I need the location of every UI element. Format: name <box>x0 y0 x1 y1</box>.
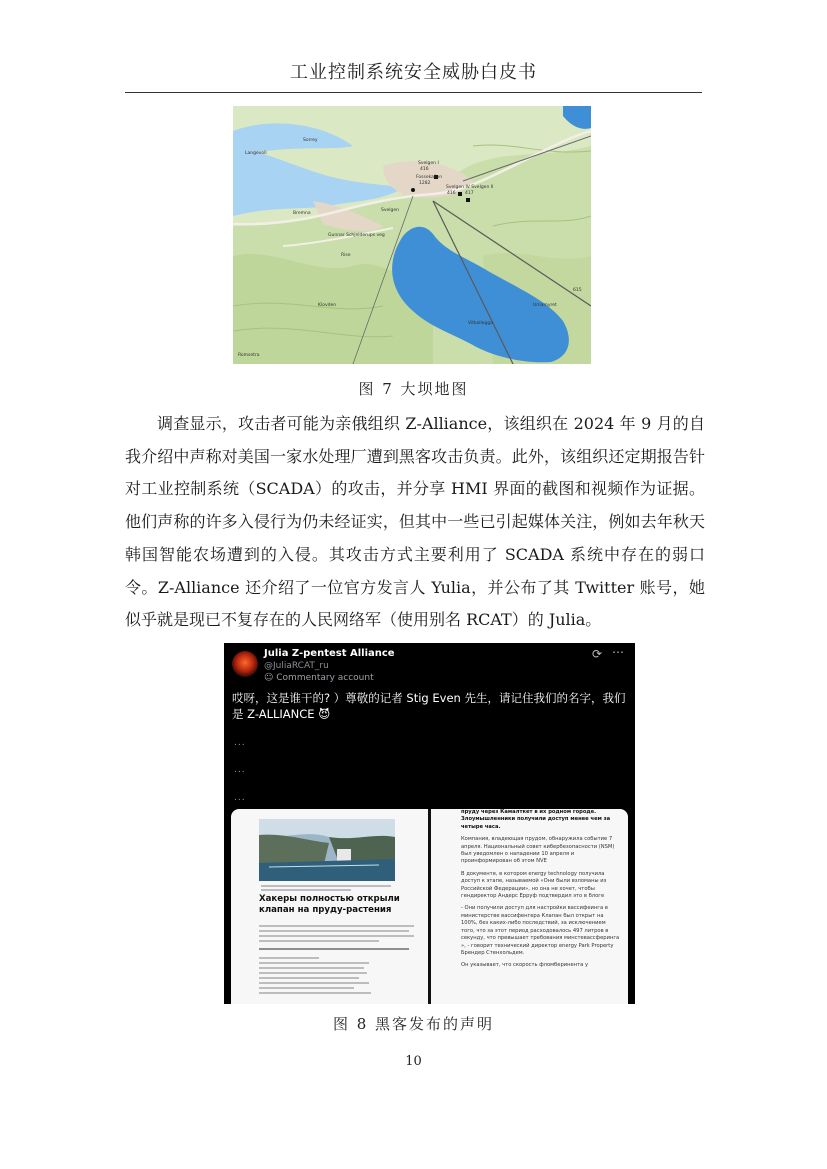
refresh-icon: ⟳ <box>592 647 603 661</box>
svg-text:1282: 1282 <box>419 181 431 186</box>
svg-text:Svelgen I: Svelgen I <box>418 161 439 166</box>
svg-text:Romsetra: Romsetra <box>238 353 260 358</box>
article-photo <box>259 819 395 881</box>
tweet-screenshot <box>224 643 635 1004</box>
figure-8-caption: 图 8 黑客发布的声明 <box>332 1015 495 1033</box>
svg-text:Rise: Rise <box>341 253 351 258</box>
svg-text:Umamyret: Umamyret <box>533 303 557 308</box>
tweet-commentary-label <box>264 673 374 683</box>
article-right-para-2: Компания, владеющая прудом, обнаружила событие 7 апреля. Национальный совет кибербезопасности (NSM) был уведомлен о нападении 10 апреля и проинформирован об этом NVE <box>461 836 615 865</box>
svg-text:Sorrey: Sorrey <box>303 138 318 143</box>
svg-text:417: 417 <box>465 191 474 196</box>
page-header-title: 工业控制系统安全威胁白皮书 <box>290 62 537 83</box>
svg-text:Svelgen IV Svelgen II: Svelgen IV Svelgen II <box>446 185 494 190</box>
svg-text:615: 615 <box>573 288 582 293</box>
dam-map-drawing <box>233 106 591 364</box>
dam-map-image <box>233 106 591 364</box>
article-right-para-5: Он указывает, что скорость фломберинента у <box>461 962 589 969</box>
tweet-dots-2: ... <box>234 765 246 775</box>
commentary-icon: ☺ <box>264 673 274 683</box>
tweet-dots-1: ... <box>234 738 246 748</box>
svg-text:Svelgen: Svelgen <box>381 208 400 213</box>
article-photo-drawing <box>259 819 395 881</box>
svg-text:Klovden: Klovden <box>318 303 337 308</box>
tweet-handle: @JuliaRCAT_ru <box>264 661 329 671</box>
svg-text:416: 416 <box>420 167 429 172</box>
svg-text:Langevoll: Langevoll <box>245 151 267 156</box>
svg-text:Vitkallegga: Vitkallegga <box>468 321 494 326</box>
article-right-para-1: пруду через Камалткет в их родном городе. Злоумышленники получили доступ менее чем за четыре часа. <box>461 809 611 830</box>
article-right-para-3: В документе, в котором energy technology получила доступ к этапе, называемой «Они были взломаны из Российской Федерации», но она не хочет, чтобы гендиректор Андерс Ерруф подтвердил это в блоге <box>461 870 607 900</box>
card-divider <box>428 809 431 1004</box>
commentary-text: Commentary account <box>276 673 374 683</box>
tweet-display-name: Julia Z-pentest Alliance <box>264 648 395 659</box>
article-right-para-4: - Они получили доступ для настройки вассифеинга в министерстве вассифенгера Клапан был открыт на 100%, без каких-либо последствий, за исключением того, что за этот период расходовалось 497 литров в секунду, что превышает требования минстевассферинга », - говорит технический директор energy Park Property Брендер Стенхольдем. <box>461 905 620 956</box>
article-title: Хакеры полностью открыли клапан на пруду-растения <box>259 894 400 915</box>
tweet-text: 哎呀，这是谁干的? ）尊敬的记者 Stig Even 先生，请记住我们的名字，我们是 Z-ALLIANCE 😈 <box>232 691 626 721</box>
svg-text:416: 416 <box>447 191 456 196</box>
body-paragraph-text: 调查显示，攻击者可能为亲俄组织 Z-Alliance，该组织在 2024 年 9 月的自我介绍中声称对美国一家水处理厂遭到黑客攻击负责。此外，该组织还定期报告针对工业控制系统（SCADA）的攻击，并分享 HMI 界面的截图和视频作为证据。他们声称的许多入侵行为仍未经证实，但其中一些已引起媒体关注，例如去年秋天韩国智能农场遭到的入侵。其攻击方式主要利用了 SCADA 系统中存在的弱口令。Z-Alliance 还介绍了一位官方发言人 Yulia，并公布了其 Twitter 账号，她似乎就是现已不复存在的人民网络军（使用别名 RCAT）的 Julia。 <box>125 414 705 630</box>
body-paragraph <box>125 408 705 637</box>
avatar <box>232 651 258 677</box>
more-options-icon: ⋯ <box>612 645 625 659</box>
svg-text:Bremna: Bremna <box>293 211 311 216</box>
tweet-article-card <box>231 809 628 1004</box>
figure-7-caption: 图 7 大坝地图 <box>358 380 469 398</box>
svg-text:Fossekallen: Fossekallen <box>416 175 443 180</box>
header-divider <box>125 92 702 93</box>
tweet-dots-3: ... <box>234 793 246 803</box>
page-number: 10 <box>405 1054 422 1069</box>
article-right-column <box>461 809 621 975</box>
svg-text:Gunnar Schjelderups veg: Gunnar Schjelderups veg <box>328 233 385 238</box>
